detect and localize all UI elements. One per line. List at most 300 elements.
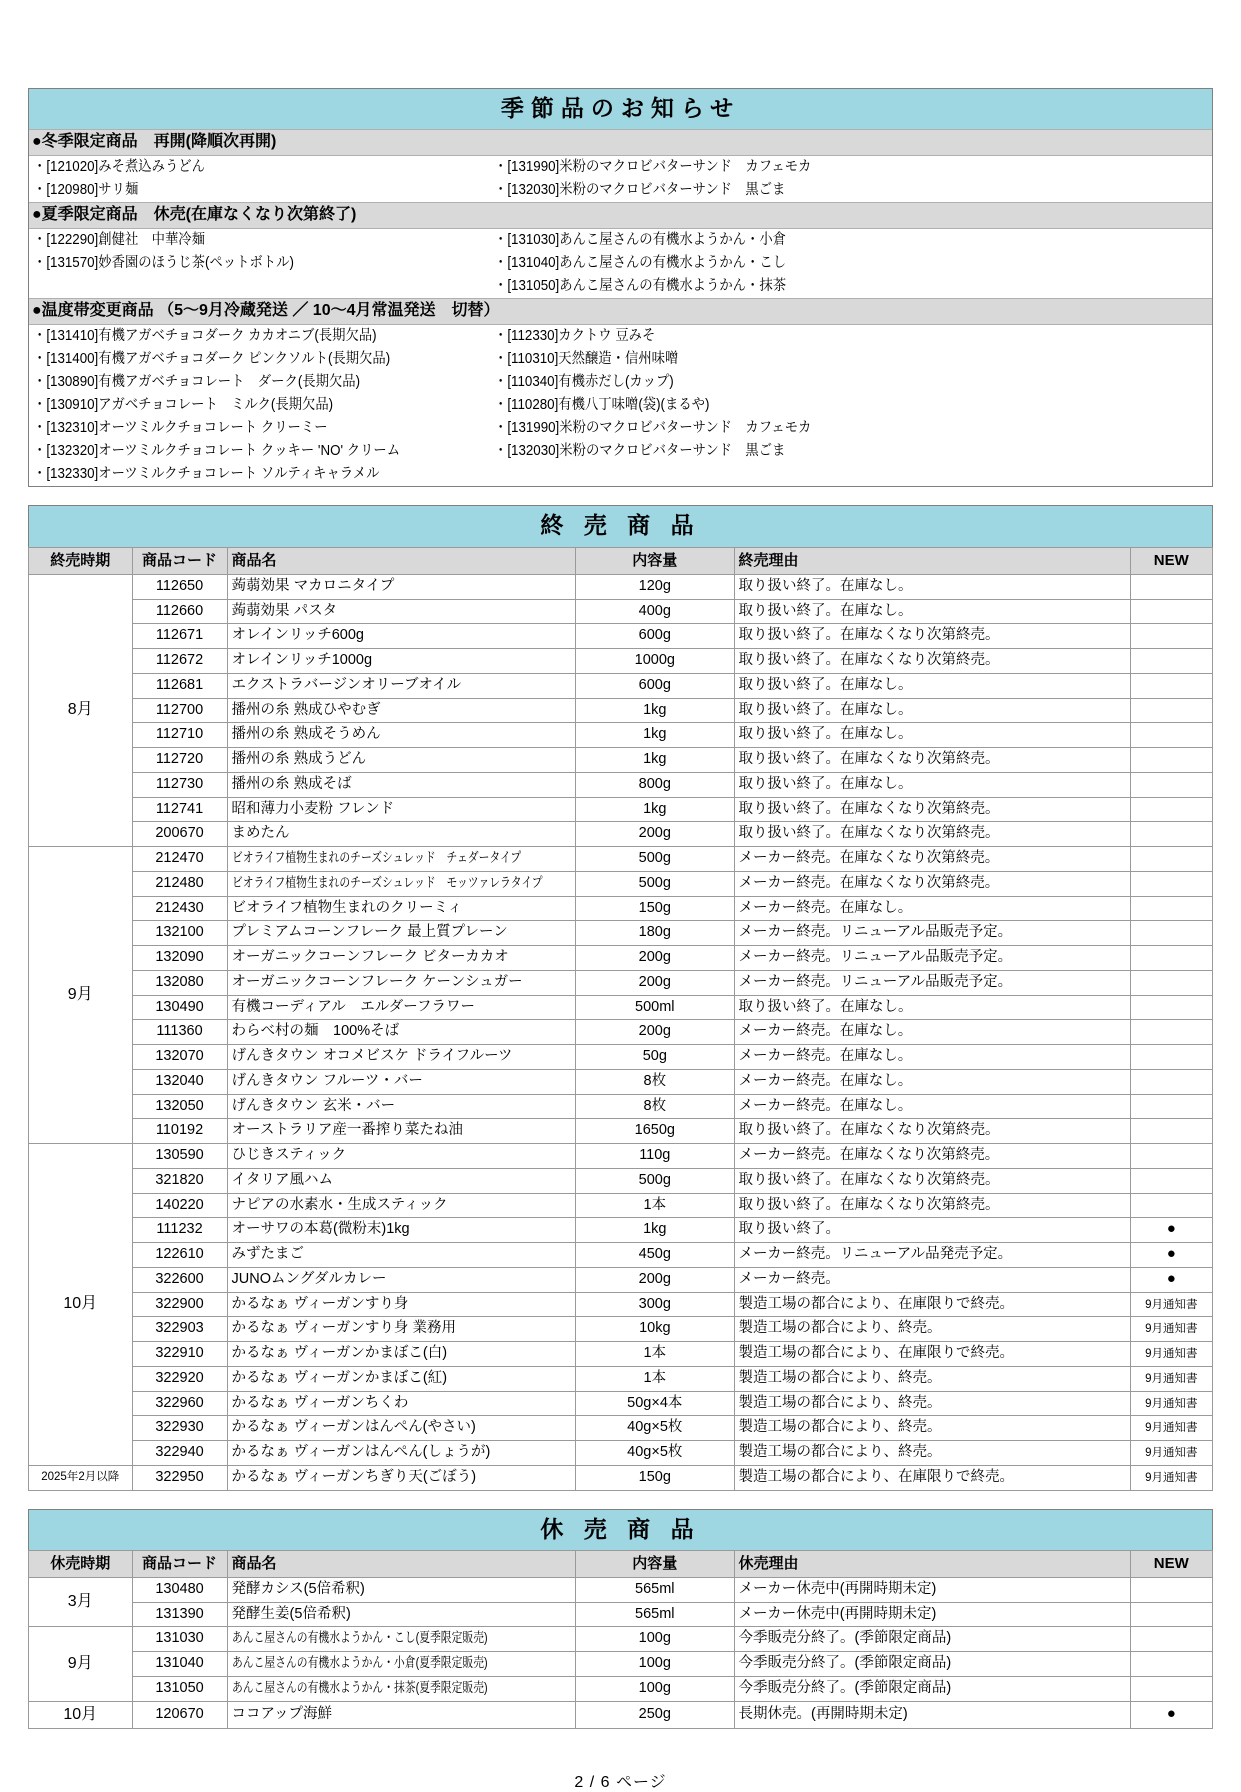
cell-reason: 製造工場の都合により、在庫限りで終売。 — [734, 1465, 1130, 1490]
seasonal-item-left: ・[131570]妙香園のほうじ茶(ペットボトル) — [33, 255, 294, 272]
seasonal-item-left: ・[132310]オーツミルクチョコレート クリーミー — [33, 420, 328, 437]
cell-new — [1130, 970, 1212, 995]
table-row — [29, 1193, 1213, 1218]
seasonal-item-left: ・[120980]サリ麺 — [33, 182, 139, 199]
cell-name: かるなぁ ヴィーガンかまぼこ(白) — [227, 1342, 576, 1367]
cell-volume: 200g — [576, 822, 734, 847]
seasonal-group-rows — [29, 229, 1212, 298]
seasonal-row — [29, 275, 1212, 298]
cell-code: 112671 — [132, 624, 227, 649]
table-row — [29, 624, 1213, 649]
seasonal-item-left: ・[131400]有機アガベチョコダーク ピンクソルト(長期欠品) — [33, 351, 391, 368]
cell-code: 130590 — [132, 1144, 227, 1169]
end-of-sale-title: 終 売 商 品 — [28, 505, 1213, 546]
cell-volume: 1kg — [576, 698, 734, 723]
cell-code: 131030 — [132, 1627, 227, 1652]
cell-name: かるなぁ ヴィーガンすり身 業務用 — [227, 1317, 576, 1342]
table-row — [29, 1652, 1213, 1677]
table-row — [29, 1218, 1213, 1243]
cell-name: まめたん — [227, 822, 576, 847]
cell-code: 112681 — [132, 673, 227, 698]
cell-volume: 100g — [576, 1627, 734, 1652]
cell-volume: 1kg — [576, 1218, 734, 1243]
cell-new — [1130, 698, 1212, 723]
cell-reason: 取り扱い終了。在庫なし。 — [734, 698, 1130, 723]
cell-reason: メーカー休売中(再開時期未定) — [734, 1577, 1130, 1602]
cell-code: 132080 — [132, 970, 227, 995]
cell-code: 132100 — [132, 921, 227, 946]
cell-new — [1130, 1267, 1212, 1292]
table-row — [29, 1094, 1213, 1119]
cell-new: 9月通知書 — [1130, 1391, 1212, 1416]
cell-code: 322600 — [132, 1267, 227, 1292]
cell-code: 112650 — [132, 574, 227, 599]
cell-new — [1130, 1069, 1212, 1094]
suspended-section — [28, 1509, 1213, 1729]
cell-new — [1130, 1602, 1212, 1627]
end-of-sale-section — [28, 505, 1213, 1490]
cell-reason: 取り扱い終了。在庫なし。 — [734, 723, 1130, 748]
new-dot-icon: ● — [1166, 1245, 1176, 1263]
cell-code: 140220 — [132, 1193, 227, 1218]
cell-new — [1130, 822, 1212, 847]
cell-reason: 製造工場の都合により、終売。 — [734, 1366, 1130, 1391]
table-row — [29, 1465, 1213, 1490]
cell-volume: 500ml — [576, 995, 734, 1020]
cell-new: 9月通知書 — [1130, 1465, 1212, 1490]
cell-reason: 製造工場の都合により、終売。 — [734, 1416, 1130, 1441]
cell-reason: メーカー休売中(再開時期未定) — [734, 1602, 1130, 1627]
cell-code: 322950 — [132, 1465, 227, 1490]
column-header-new: NEW — [1130, 547, 1212, 574]
period-cell: 2025年2月以降 — [29, 1465, 133, 1490]
cell-volume: 1本 — [576, 1366, 734, 1391]
cell-volume: 100g — [576, 1676, 734, 1701]
new-dot-icon: ● — [1166, 1704, 1176, 1722]
cell-reason: 取り扱い終了。在庫なくなり次第終売。 — [734, 1119, 1130, 1144]
seasonal-row — [29, 179, 1212, 202]
seasonal-row — [29, 371, 1212, 394]
cell-name: かるなぁ ヴィーガンはんぺん(しょうが) — [227, 1441, 576, 1466]
cell-name: オレインリッチ600g — [227, 624, 576, 649]
cell-name: げんきタウン 玄米・バー — [227, 1094, 576, 1119]
cell-name: エクストラバージンオリーブオイル — [227, 673, 576, 698]
seasonal-item-left: ・[122290]創健社 中華冷麺 — [33, 232, 205, 249]
cell-reason: 取り扱い終了。在庫なし。 — [734, 574, 1130, 599]
cell-name: あんこ屋さんの有機水ようかん・抹茶(夏季限定販売) — [227, 1676, 576, 1701]
seasonal-item-right: ・[110280]有機八丁味噌(袋)(まるや) — [494, 397, 710, 414]
seasonal-row — [29, 394, 1212, 417]
cell-reason: 取り扱い終了。在庫なし。 — [734, 673, 1130, 698]
table-row — [29, 1045, 1213, 1070]
cell-volume: 450g — [576, 1243, 734, 1268]
cell-volume: 600g — [576, 673, 734, 698]
cell-reason: 取り扱い終了。在庫なくなり次第終売。 — [734, 1193, 1130, 1218]
cell-name: オーサワの本葛(微粉末)1kg — [227, 1218, 576, 1243]
cell-reason: メーカー終売。在庫なし。 — [734, 1069, 1130, 1094]
cell-name: かるなぁ ヴィーガンすり身 — [227, 1292, 576, 1317]
cell-volume: 100g — [576, 1652, 734, 1677]
cell-volume: 180g — [576, 921, 734, 946]
cell-new — [1130, 1676, 1212, 1701]
seasonal-row — [29, 156, 1212, 179]
period-cell: 3月 — [29, 1577, 133, 1627]
cell-name: 発酵生姜(5倍希釈) — [227, 1602, 576, 1627]
cell-code: 322960 — [132, 1391, 227, 1416]
seasonal-group-rows — [29, 156, 1212, 202]
cell-volume: 500g — [576, 1168, 734, 1193]
new-dot-icon: ● — [1166, 1220, 1176, 1238]
cell-code: 132070 — [132, 1045, 227, 1070]
seasonal-item-left: ・[130910]アガベチョコレート ミルク(長期欠品) — [33, 397, 334, 414]
seasonal-row — [29, 229, 1212, 252]
table-row — [29, 822, 1213, 847]
table-row — [29, 574, 1213, 599]
cell-reason: メーカー終売。リニューアル品販売予定。 — [734, 921, 1130, 946]
column-header-code: 商品コード — [132, 1550, 227, 1577]
cell-name: 播州の糸 熟成ひやむぎ — [227, 698, 576, 723]
cell-code: 132050 — [132, 1094, 227, 1119]
cell-new: 9月通知書 — [1130, 1292, 1212, 1317]
table-row — [29, 970, 1213, 995]
seasonal-group-rows — [29, 325, 1212, 486]
cell-new — [1130, 1193, 1212, 1218]
seasonal-row — [29, 440, 1212, 463]
suspended-title: 休 売 商 品 — [28, 1509, 1213, 1550]
cell-name: ココアップ海鮮 — [227, 1701, 576, 1728]
cell-name: あんこ屋さんの有機水ようかん・こし(夏季限定販売) — [227, 1627, 576, 1652]
cell-name: オーガニックコーンフレーク ケーンシュガー — [227, 970, 576, 995]
column-header-reason: 終売理由 — [734, 547, 1130, 574]
end-of-sale-table — [28, 547, 1213, 1491]
cell-name: かるなぁ ヴィーガンかまぼこ(紅) — [227, 1366, 576, 1391]
seasonal-item-right: ・[132030]米粉のマクロビバターサンド 黒ごま — [494, 443, 786, 460]
table-row — [29, 772, 1213, 797]
cell-volume: 50g — [576, 1045, 734, 1070]
table-row — [29, 1416, 1213, 1441]
seasonal-item-right: ・[131990]米粉のマクロビバターサンド カフェモカ — [494, 420, 812, 437]
cell-reason: 取り扱い終了。在庫なくなり次第終売。 — [734, 797, 1130, 822]
seasonal-group-heading: ●夏季限定商品 休売(在庫なくなり次第終了) — [29, 202, 1212, 229]
cell-volume: 1650g — [576, 1119, 734, 1144]
cell-name: ナピアの水素水・生成スティック — [227, 1193, 576, 1218]
cell-code: 112710 — [132, 723, 227, 748]
cell-new: 9月通知書 — [1130, 1317, 1212, 1342]
cell-volume: 40g×5枚 — [576, 1416, 734, 1441]
cell-reason: 今季販売分終了。(季節限定商品) — [734, 1676, 1130, 1701]
seasonal-item-right: ・[132030]米粉のマクロビバターサンド 黒ごま — [494, 182, 786, 199]
cell-volume: 200g — [576, 970, 734, 995]
cell-code: 321820 — [132, 1168, 227, 1193]
table-row — [29, 599, 1213, 624]
cell-reason: メーカー終売。リニューアル品販売予定。 — [734, 946, 1130, 971]
cell-new — [1130, 1652, 1212, 1677]
seasonal-group-heading: ●温度帯変更商品 （5～9月冷蔵発送 ／ 10～4月常温発送 切替） — [29, 298, 1212, 325]
cell-new — [1130, 946, 1212, 971]
cell-volume: 10kg — [576, 1317, 734, 1342]
cell-name: わらべ村の麺 100%そば — [227, 1020, 576, 1045]
cell-reason: 取り扱い終了。在庫なくなり次第終売。 — [734, 822, 1130, 847]
table-row — [29, 871, 1213, 896]
cell-new — [1130, 1094, 1212, 1119]
cell-reason: 取り扱い終了。在庫なくなり次第終売。 — [734, 649, 1130, 674]
cell-new — [1130, 574, 1212, 599]
cell-volume: 1本 — [576, 1193, 734, 1218]
cell-name: 播州の糸 熟成そうめん — [227, 723, 576, 748]
cell-code: 132040 — [132, 1069, 227, 1094]
table-row — [29, 698, 1213, 723]
cell-new — [1130, 797, 1212, 822]
cell-new — [1130, 1144, 1212, 1169]
table-header-row — [29, 1550, 1213, 1577]
cell-name: げんきタウン フルーツ・バー — [227, 1069, 576, 1094]
table-row — [29, 995, 1213, 1020]
cell-code: 322900 — [132, 1292, 227, 1317]
cell-code: 322930 — [132, 1416, 227, 1441]
cell-name: オーガニックコーンフレーク ビターカカオ — [227, 946, 576, 971]
cell-volume: 200g — [576, 946, 734, 971]
cell-new: 9月通知書 — [1130, 1416, 1212, 1441]
cell-volume: 1kg — [576, 723, 734, 748]
period-cell: 9月 — [29, 1627, 133, 1701]
table-row — [29, 1020, 1213, 1045]
cell-new — [1130, 896, 1212, 921]
cell-name: ビオライフ植物生まれのチーズシュレッド チェダータイプ — [227, 847, 576, 872]
cell-reason: 今季販売分終了。(季節限定商品) — [734, 1652, 1130, 1677]
cell-new — [1130, 995, 1212, 1020]
cell-reason: 製造工場の都合により、在庫限りで終売。 — [734, 1292, 1130, 1317]
cell-code: 200670 — [132, 822, 227, 847]
cell-code: 110192 — [132, 1119, 227, 1144]
cell-new — [1130, 673, 1212, 698]
cell-name: 播州の糸 熟成そば — [227, 772, 576, 797]
cell-reason: 今季販売分終了。(季節限定商品) — [734, 1627, 1130, 1652]
cell-code: 212480 — [132, 871, 227, 896]
cell-volume: 565ml — [576, 1577, 734, 1602]
end-of-sale-body — [29, 574, 1213, 1490]
cell-code: 112741 — [132, 797, 227, 822]
cell-volume: 800g — [576, 772, 734, 797]
table-row — [29, 797, 1213, 822]
seasonal-item-left: ・[132320]オーツミルクチョコレート クッキー 'NO' クリーム — [33, 443, 401, 460]
table-header-row — [29, 547, 1213, 574]
cell-name: 発酵カシス(5倍希釈) — [227, 1577, 576, 1602]
table-row — [29, 896, 1213, 921]
suspended-body — [29, 1577, 1213, 1728]
table-row — [29, 1292, 1213, 1317]
cell-reason: メーカー終売。在庫なくなり次第終売。 — [734, 871, 1130, 896]
cell-name: あんこ屋さんの有機水ようかん・小倉(夏季限定販売) — [227, 1652, 576, 1677]
cell-name: プレミアムコーンフレーク 最上質プレーン — [227, 921, 576, 946]
table-row — [29, 1441, 1213, 1466]
cell-volume: 400g — [576, 599, 734, 624]
seasonal-item-left: ・[131410]有機アガベチョコダーク カカオニブ(長期欠品) — [33, 328, 377, 345]
cell-new — [1130, 748, 1212, 773]
cell-reason: メーカー終売。在庫なし。 — [734, 1045, 1130, 1070]
seasonal-item-left: ・[130890]有機アガベチョコレート ダーク(長期欠品) — [33, 374, 361, 391]
cell-name: かるなぁ ヴィーガンはんぺん(やさい) — [227, 1416, 576, 1441]
cell-reason: 製造工場の都合により、終売。 — [734, 1391, 1130, 1416]
cell-code: 131050 — [132, 1676, 227, 1701]
cell-new — [1130, 871, 1212, 896]
cell-code: 120670 — [132, 1701, 227, 1728]
seasonal-item-right: ・[131040]あんこ屋さんの有機水ようかん・こし — [494, 255, 787, 272]
cell-new — [1130, 1577, 1212, 1602]
table-row — [29, 847, 1213, 872]
cell-code: 112730 — [132, 772, 227, 797]
column-header-new: NEW — [1130, 1550, 1212, 1577]
cell-name: 昭和薄力小麦粉 フレンド — [227, 797, 576, 822]
cell-code: 131040 — [132, 1652, 227, 1677]
cell-reason: メーカー終売。 — [734, 1267, 1130, 1292]
seasonal-notice-body — [28, 129, 1213, 487]
cell-new — [1130, 1020, 1212, 1045]
column-header-period: 終売時期 — [29, 547, 133, 574]
cell-volume: 1kg — [576, 748, 734, 773]
cell-reason: メーカー終売。在庫なくなり次第終売。 — [734, 847, 1130, 872]
seasonal-item-left — [29, 275, 484, 298]
table-row — [29, 1267, 1213, 1292]
seasonal-item-right: ・[112330]カクトウ 豆みそ — [494, 328, 656, 345]
cell-volume: 250g — [576, 1701, 734, 1728]
cell-name: 蒟蒻効果 パスタ — [227, 599, 576, 624]
cell-volume: 600g — [576, 624, 734, 649]
cell-reason: 取り扱い終了。在庫なくなり次第終売。 — [734, 624, 1130, 649]
cell-reason: メーカー終売。在庫なし。 — [734, 1094, 1130, 1119]
cell-reason: メーカー終売。在庫なくなり次第終売。 — [734, 1144, 1130, 1169]
cell-new — [1130, 723, 1212, 748]
cell-new — [1130, 1627, 1212, 1652]
cell-code: 112700 — [132, 698, 227, 723]
cell-new — [1130, 1119, 1212, 1144]
cell-reason: 製造工場の都合により、終売。 — [734, 1441, 1130, 1466]
cell-volume: 1kg — [576, 797, 734, 822]
cell-code: 131390 — [132, 1602, 227, 1627]
suspended-table — [28, 1550, 1213, 1729]
table-row — [29, 649, 1213, 674]
table-row — [29, 1243, 1213, 1268]
cell-reason: メーカー終売。リニューアル品発売予定。 — [734, 1243, 1130, 1268]
cell-code: 122610 — [132, 1243, 227, 1268]
cell-new — [1130, 1243, 1212, 1268]
cell-name: みずたまご — [227, 1243, 576, 1268]
cell-reason: 製造工場の都合により、在庫限りで終売。 — [734, 1342, 1130, 1367]
seasonal-row — [29, 348, 1212, 371]
cell-code: 322920 — [132, 1366, 227, 1391]
seasonal-item-left: ・[121020]みそ煮込みうどん — [33, 159, 205, 176]
seasonal-notice-section — [28, 88, 1213, 487]
cell-volume: 1本 — [576, 1342, 734, 1367]
cell-volume: 1000g — [576, 649, 734, 674]
table-row — [29, 1577, 1213, 1602]
cell-volume: 110g — [576, 1144, 734, 1169]
cell-volume: 8枚 — [576, 1094, 734, 1119]
cell-reason: 取り扱い終了。在庫なくなり次第終売。 — [734, 1168, 1130, 1193]
seasonal-notice-title: 季節品のお知らせ — [28, 88, 1213, 129]
table-row — [29, 1627, 1213, 1652]
cell-reason: メーカー終売。在庫なし。 — [734, 1020, 1130, 1045]
cell-code: 112660 — [132, 599, 227, 624]
table-row — [29, 748, 1213, 773]
cell-reason: 長期休売。(再開時期未定) — [734, 1701, 1130, 1728]
cell-name: 蒟蒻効果 マカロニタイプ — [227, 574, 576, 599]
cell-reason: 取り扱い終了。 — [734, 1218, 1130, 1243]
seasonal-item-right: ・[131990]米粉のマクロビバターサンド カフェモカ — [494, 159, 812, 176]
table-row — [29, 1342, 1213, 1367]
cell-reason: メーカー終売。リニューアル品販売予定。 — [734, 970, 1130, 995]
column-header-volume: 内容量 — [576, 1550, 734, 1577]
table-row — [29, 1144, 1213, 1169]
column-header-reason: 休売理由 — [734, 1550, 1130, 1577]
cell-name: ひじきスティック — [227, 1144, 576, 1169]
cell-name: イタリア風ハム — [227, 1168, 576, 1193]
cell-reason: 取り扱い終了。在庫なし。 — [734, 772, 1130, 797]
cell-code: 132090 — [132, 946, 227, 971]
cell-volume: 500g — [576, 871, 734, 896]
table-row — [29, 1701, 1213, 1728]
cell-volume: 200g — [576, 1267, 734, 1292]
page-footer: 2 / 6 ページ — [574, 1773, 667, 1791]
period-cell: 10月 — [29, 1701, 133, 1728]
table-row — [29, 1391, 1213, 1416]
cell-code: 112672 — [132, 649, 227, 674]
cell-new — [1130, 624, 1212, 649]
cell-code: 322903 — [132, 1317, 227, 1342]
cell-new: 9月通知書 — [1130, 1441, 1212, 1466]
cell-reason: 取り扱い終了。在庫なくなり次第終売。 — [734, 748, 1130, 773]
cell-new — [1130, 921, 1212, 946]
seasonal-item-right: ・[110340]有機赤だし(カップ) — [494, 374, 674, 391]
cell-name: かるなぁ ヴィーガンちぎり天(ごぼう) — [227, 1465, 576, 1490]
cell-volume: 200g — [576, 1020, 734, 1045]
cell-name: 有機コーディアル エルダーフラワー — [227, 995, 576, 1020]
seasonal-row — [29, 417, 1212, 440]
cell-reason: 製造工場の都合により、終売。 — [734, 1317, 1130, 1342]
cell-code: 322940 — [132, 1441, 227, 1466]
cell-new — [1130, 1701, 1212, 1728]
cell-code: 322910 — [132, 1342, 227, 1367]
cell-name: ビオライフ植物生まれのチーズシュレッド モッツァレラタイプ — [227, 871, 576, 896]
period-cell: 10月 — [29, 1144, 133, 1466]
cell-name: オレインリッチ1000g — [227, 649, 576, 674]
table-row — [29, 921, 1213, 946]
cell-reason: メーカー終売。在庫なし。 — [734, 896, 1130, 921]
cell-volume: 500g — [576, 847, 734, 872]
table-row — [29, 723, 1213, 748]
cell-volume: 150g — [576, 1465, 734, 1490]
cell-code: 130480 — [132, 1577, 227, 1602]
cell-new: 9月通知書 — [1130, 1366, 1212, 1391]
cell-new — [1130, 1045, 1212, 1070]
column-header-volume: 内容量 — [576, 547, 734, 574]
column-header-name: 商品名 — [227, 1550, 576, 1577]
new-dot-icon: ● — [1166, 1269, 1176, 1287]
seasonal-row — [29, 463, 1212, 486]
cell-new — [1130, 1168, 1212, 1193]
cell-name: オーストラリア産一番搾り菜たね油 — [227, 1119, 576, 1144]
cell-name: ビオライフ植物生まれのクリーミィ — [227, 896, 576, 921]
seasonal-group-heading: ●冬季限定商品 再開(降順次再開) — [29, 129, 1212, 156]
cell-name: げんきタウン オコメビスケ ドライフルーツ — [227, 1045, 576, 1070]
cell-reason: 取り扱い終了。在庫なし。 — [734, 599, 1130, 624]
cell-reason: 取り扱い終了。在庫なし。 — [734, 995, 1130, 1020]
table-row — [29, 1119, 1213, 1144]
cell-volume: 120g — [576, 574, 734, 599]
cell-code: 111232 — [132, 1218, 227, 1243]
cell-volume: 150g — [576, 896, 734, 921]
cell-new — [1130, 599, 1212, 624]
table-row — [29, 1168, 1213, 1193]
